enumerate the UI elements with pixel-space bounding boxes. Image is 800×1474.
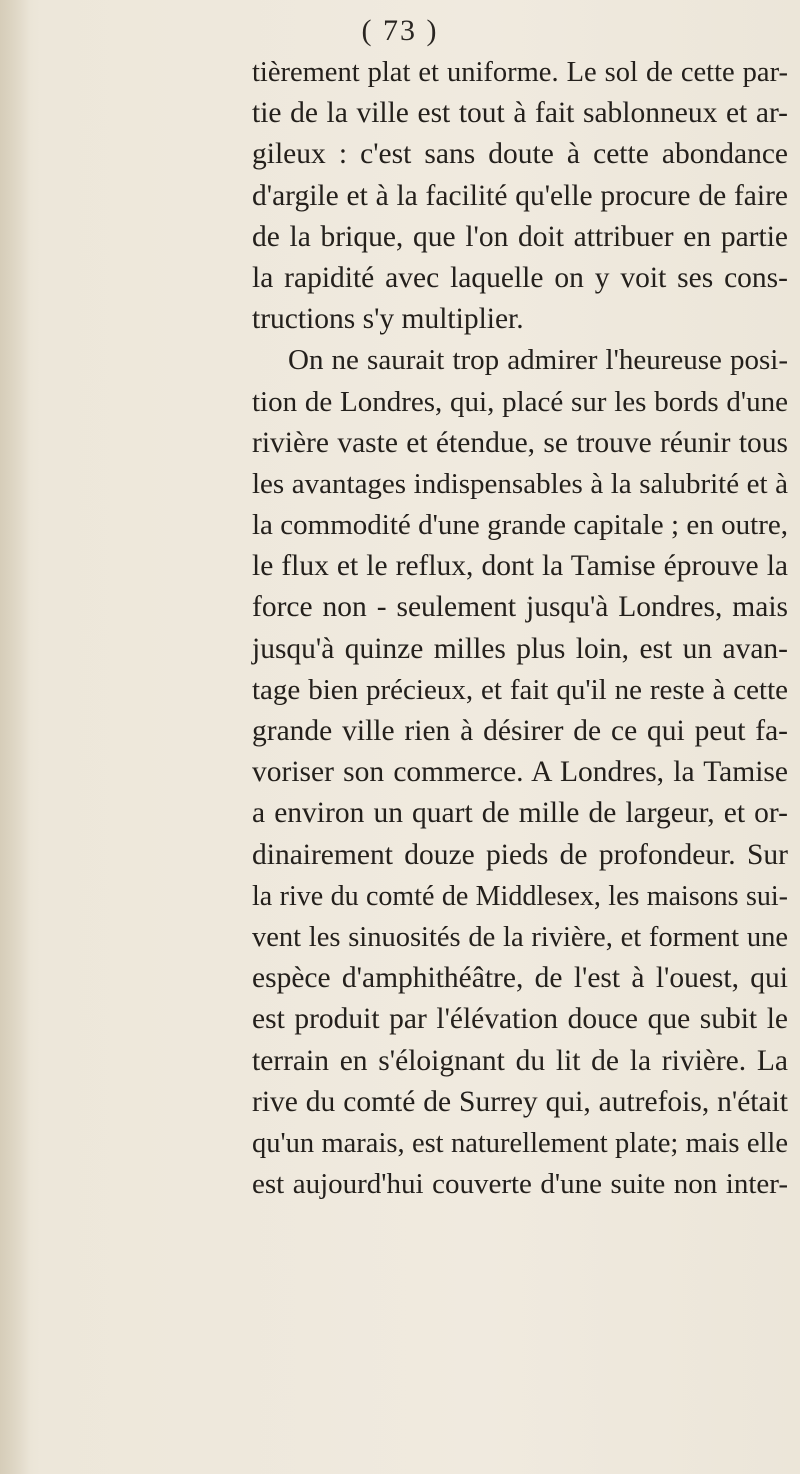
text-line: On ne saurait trop admirer l'heureuse posi- [288, 344, 788, 377]
page-gutter-shadow [0, 0, 30, 1474]
text-line: dinairement douze pieds de profondeur. Sur [252, 838, 788, 871]
text-line: tructions s'y multiplier. [252, 303, 524, 336]
text-line: tion de Londres, qui, placé sur les bords d'une [252, 385, 788, 418]
text-line: rivière vaste et étendue, se trouve réunir tous [252, 426, 788, 459]
text-line: les avantages indispensables à la salubrité et à [252, 467, 788, 500]
text-line: gileux : c'est sans doute à cette abondance [252, 138, 788, 171]
text-line: force non - seulement jusqu'à Londres, mais [252, 591, 788, 624]
text-line: espèce d'amphithéâtre, de l'est à l'ouest, qui [252, 962, 788, 995]
text-line: rive du comté de Surrey qui, autrefois, n'était [252, 1085, 788, 1118]
text-line: tage bien précieux, et fait qu'il ne reste à cette [252, 673, 788, 706]
text-line: est produit par l'élévation douce que subit le [252, 1003, 788, 1036]
body-text [252, 52, 788, 1205]
text-line: d'argile et à la facilité qu'elle procure de faire [252, 179, 788, 212]
text-line: la rapidité avec laquelle on y voit ses cons- [252, 261, 788, 294]
text-line: la commodité d'une grande capitale ; en outre, [252, 509, 788, 542]
text-line: est aujourd'hui couverte d'une suite non inter- [252, 1168, 788, 1201]
text-line: qu'un marais, est naturellement plate; mais elle [252, 1127, 788, 1159]
text-line: le flux et le reflux, dont la Tamise éprouve la [252, 550, 788, 583]
text-line: vent les sinuosités de la rivière, et forment une [252, 921, 788, 953]
text-line: grande ville rien à désirer de ce qui peut fa- [252, 715, 788, 747]
text-line: terrain en s'éloignant du lit de la rivière. La [252, 1044, 788, 1077]
text-line: de la brique, que l'on doit attribuer en partie [252, 220, 788, 253]
text-line: tie de la ville est tout à fait sablonneux et ar- [252, 97, 788, 130]
text-line: jusqu'à quinze milles plus loin, est un avan- [252, 632, 788, 665]
text-line: voriser son commerce. A Londres, la Tamise [252, 756, 788, 789]
page-number: ( 73 ) [361, 14, 439, 47]
text-line: a environ un quart de mille de largeur, et or- [252, 797, 788, 830]
text-line: la rive du comté de Middlesex, les maisons sui- [252, 880, 788, 912]
text-line: tièrement plat et uniforme. Le sol de cette par- [252, 57, 788, 88]
